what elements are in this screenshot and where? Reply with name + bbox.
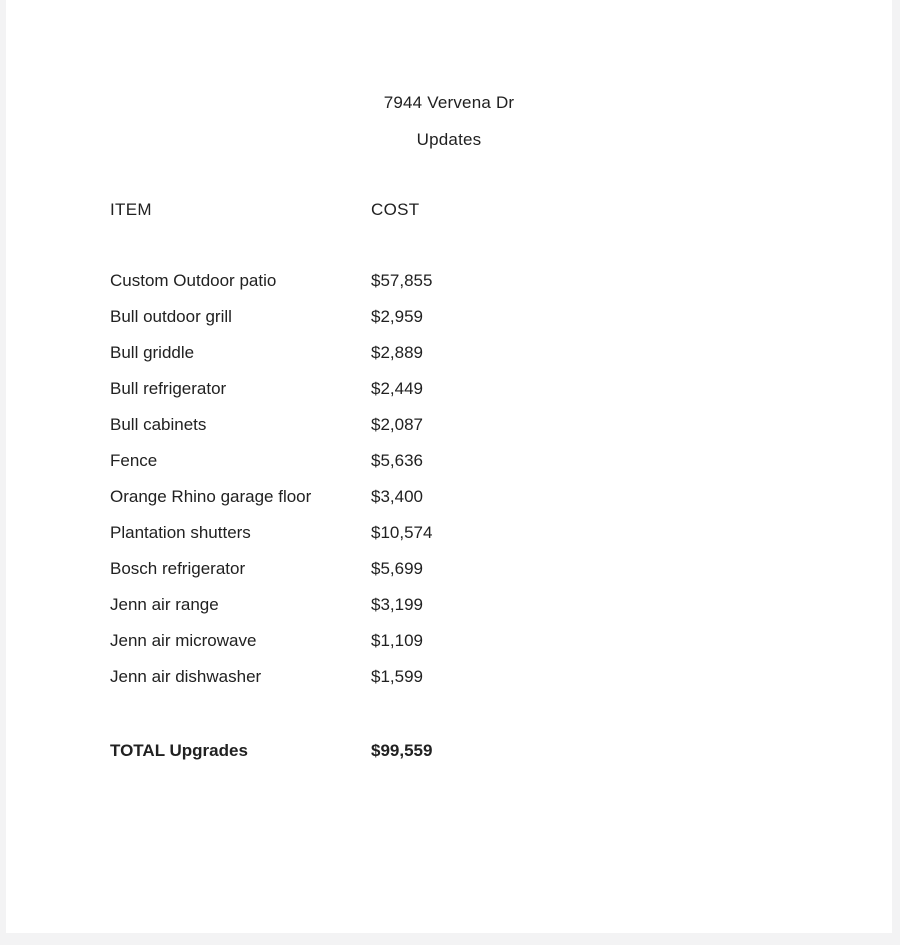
table-row bbox=[110, 443, 892, 479]
table-row bbox=[110, 659, 892, 695]
cost-cell: $2,449 bbox=[371, 379, 423, 398]
document-title-block bbox=[6, 0, 892, 158]
item-cell: Custom Outdoor patio bbox=[110, 271, 277, 290]
cost-column-header: COST bbox=[371, 200, 420, 219]
document-page bbox=[6, 0, 892, 933]
table-row bbox=[110, 263, 892, 299]
item-column-header: ITEM bbox=[110, 200, 152, 219]
document-title: 7944 Vervena Dr bbox=[383, 93, 515, 112]
cost-cell: $5,699 bbox=[371, 559, 423, 578]
item-cell: Bosch refrigerator bbox=[110, 559, 246, 578]
cost-cell: $57,855 bbox=[371, 271, 433, 290]
cost-cell: $1,599 bbox=[371, 667, 423, 686]
item-cell: Jenn air microwave bbox=[110, 631, 257, 650]
item-cell: Fence bbox=[110, 451, 158, 470]
item-cell: Jenn air dishwasher bbox=[110, 667, 262, 686]
table-row bbox=[110, 335, 892, 371]
table-row bbox=[110, 515, 892, 551]
item-cell: Bull refrigerator bbox=[110, 379, 227, 398]
table-row bbox=[110, 479, 892, 515]
item-cell: Orange Rhino garage floor bbox=[110, 487, 312, 506]
table-row bbox=[110, 299, 892, 335]
cost-cell: $2,959 bbox=[371, 307, 423, 326]
upgrades-table bbox=[6, 192, 892, 769]
item-cell: Bull griddle bbox=[110, 343, 195, 362]
table-header-row bbox=[110, 192, 892, 228]
table-row bbox=[110, 407, 892, 443]
total-label: TOTAL Upgrades bbox=[110, 741, 248, 760]
cost-cell: $2,087 bbox=[371, 415, 423, 434]
table-row bbox=[110, 587, 892, 623]
table-row bbox=[110, 623, 892, 659]
item-cell: Bull cabinets bbox=[110, 415, 207, 434]
total-cost: $99,559 bbox=[371, 741, 433, 760]
cost-cell: $3,400 bbox=[371, 487, 423, 506]
cost-cell: $2,889 bbox=[371, 343, 423, 362]
item-cell: Jenn air range bbox=[110, 595, 219, 614]
cost-cell: $10,574 bbox=[371, 523, 433, 542]
table-rows bbox=[110, 263, 892, 695]
table-row bbox=[110, 371, 892, 407]
item-cell: Plantation shutters bbox=[110, 523, 251, 542]
item-cell: Bull outdoor grill bbox=[110, 307, 232, 326]
cost-cell: $3,199 bbox=[371, 595, 423, 614]
document-subtitle: Updates bbox=[416, 130, 482, 149]
cost-cell: $1,109 bbox=[371, 631, 423, 650]
table-row bbox=[110, 551, 892, 587]
cost-cell: $5,636 bbox=[371, 451, 423, 470]
total-row bbox=[110, 733, 892, 769]
